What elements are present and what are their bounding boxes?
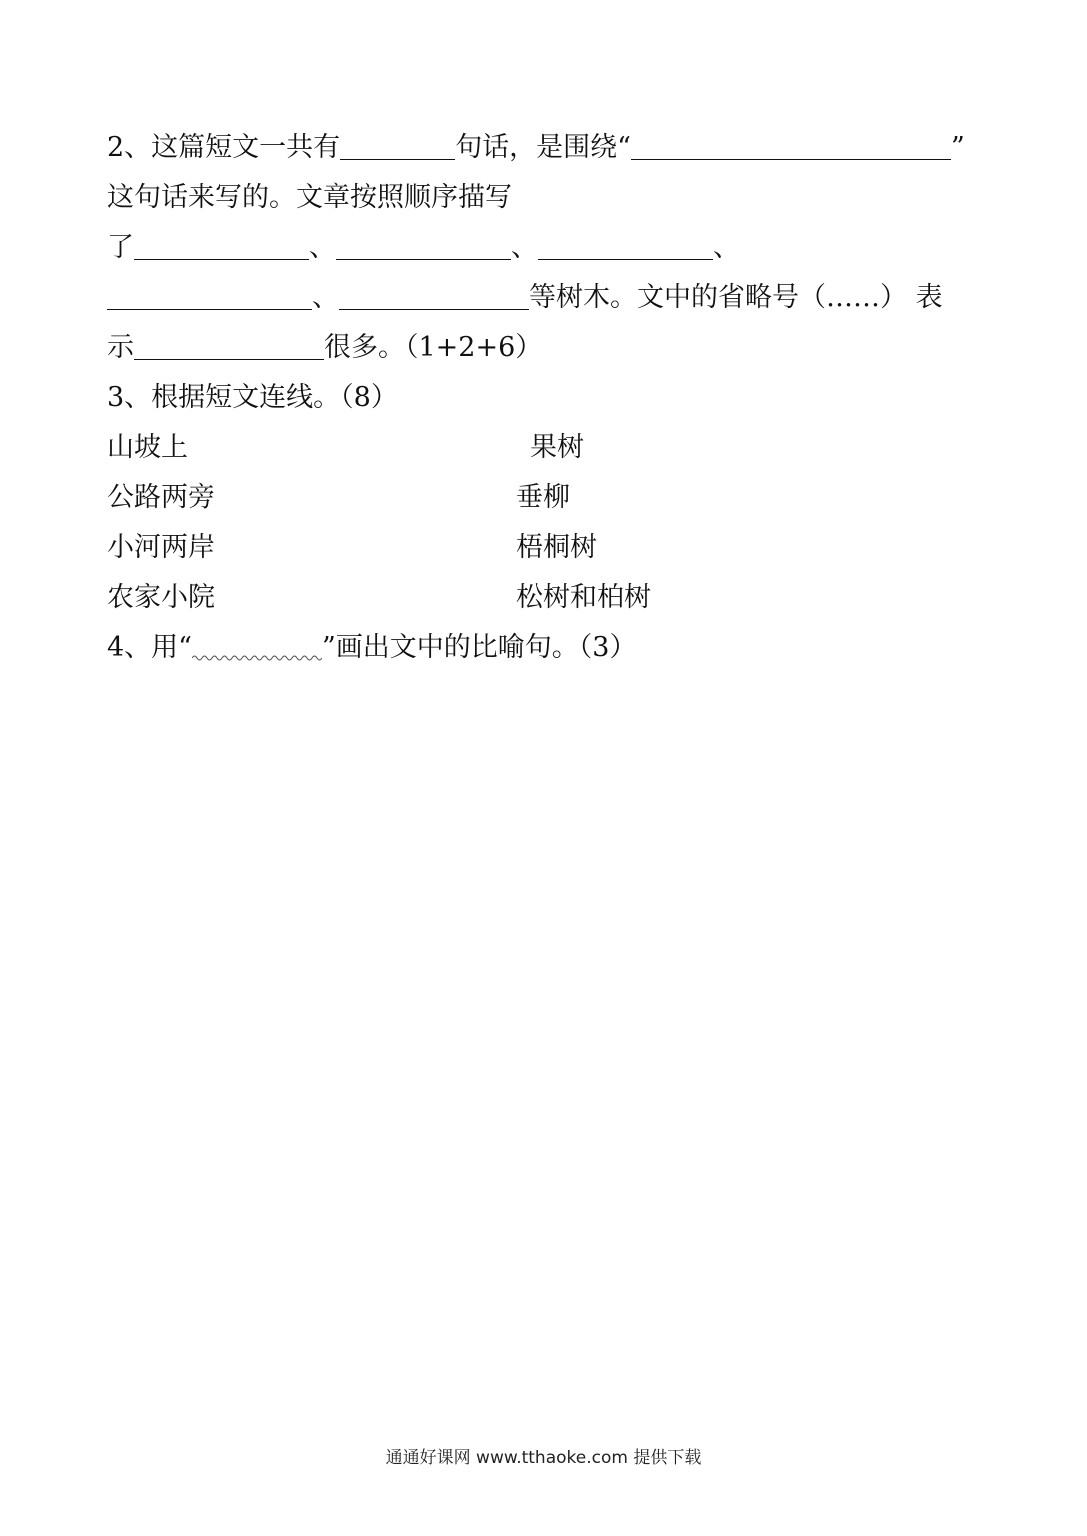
q2-text-around: 句话，是围绕“ bbox=[455, 132, 631, 163]
q2-sep-2: 、 bbox=[511, 232, 538, 263]
q2-text-shi: 示 bbox=[107, 332, 134, 363]
q4-text-use: 4、用“ bbox=[107, 632, 192, 663]
q2-blank-tree-3[interactable] bbox=[538, 229, 713, 260]
q2-sep-3: 、 bbox=[713, 232, 740, 263]
q2-text-ellipsis: 等树木。文中的省略号（……） 表 bbox=[529, 282, 943, 313]
q2-sep-4: 、 bbox=[312, 282, 339, 313]
q2-line3 bbox=[107, 228, 740, 268]
q2-text-quote-close: ” bbox=[951, 132, 965, 163]
q2-blank-tree-2[interactable] bbox=[336, 229, 511, 260]
q2-blank-meaning[interactable] bbox=[134, 329, 324, 360]
q2-text-le: 了 bbox=[107, 232, 134, 263]
q3-right-item[interactable]: 梧桐树 bbox=[516, 532, 597, 563]
q2-line5 bbox=[107, 328, 542, 368]
q2-text-end: 很多。（1+2+6） bbox=[324, 332, 543, 363]
q3-left-item[interactable]: 小河两岸 bbox=[107, 532, 215, 563]
q2-blank-count[interactable] bbox=[340, 129, 455, 160]
q3-title: 3、根据短文连线。（8） bbox=[107, 382, 398, 413]
q3-left-item[interactable]: 公路两旁 bbox=[107, 482, 215, 513]
q4-text-instruction: ”画出文中的比喻句。（3） bbox=[321, 632, 637, 663]
q3-right-item[interactable]: 松树和柏树 bbox=[516, 582, 651, 613]
q2-blank-tree-5[interactable] bbox=[339, 279, 529, 310]
q4-line bbox=[107, 628, 636, 668]
q3-left-item[interactable]: 农家小院 bbox=[107, 582, 215, 613]
q3-right-item[interactable]: 果树 bbox=[530, 432, 584, 463]
q2-blank-tree-4[interactable] bbox=[107, 279, 312, 310]
q2-line2: 这句话来写的。文章按照顺序描写 bbox=[107, 182, 512, 213]
q2-line1 bbox=[107, 128, 965, 168]
q2-line4 bbox=[107, 278, 943, 318]
q2-blank-sentence[interactable] bbox=[631, 129, 951, 160]
q2-sep-1: 、 bbox=[309, 232, 336, 263]
q3-right-item[interactable]: 垂柳 bbox=[516, 482, 570, 513]
q2-text-intro: 2、这篇短文一共有 bbox=[107, 132, 341, 163]
wavy-underline-icon bbox=[192, 635, 322, 663]
q2-blank-tree-1[interactable] bbox=[134, 229, 309, 260]
page-footer: 通通好课网 www.tthaoke.com 提供下载 bbox=[385, 1448, 702, 1468]
q3-left-item[interactable]: 山坡上 bbox=[107, 432, 188, 463]
